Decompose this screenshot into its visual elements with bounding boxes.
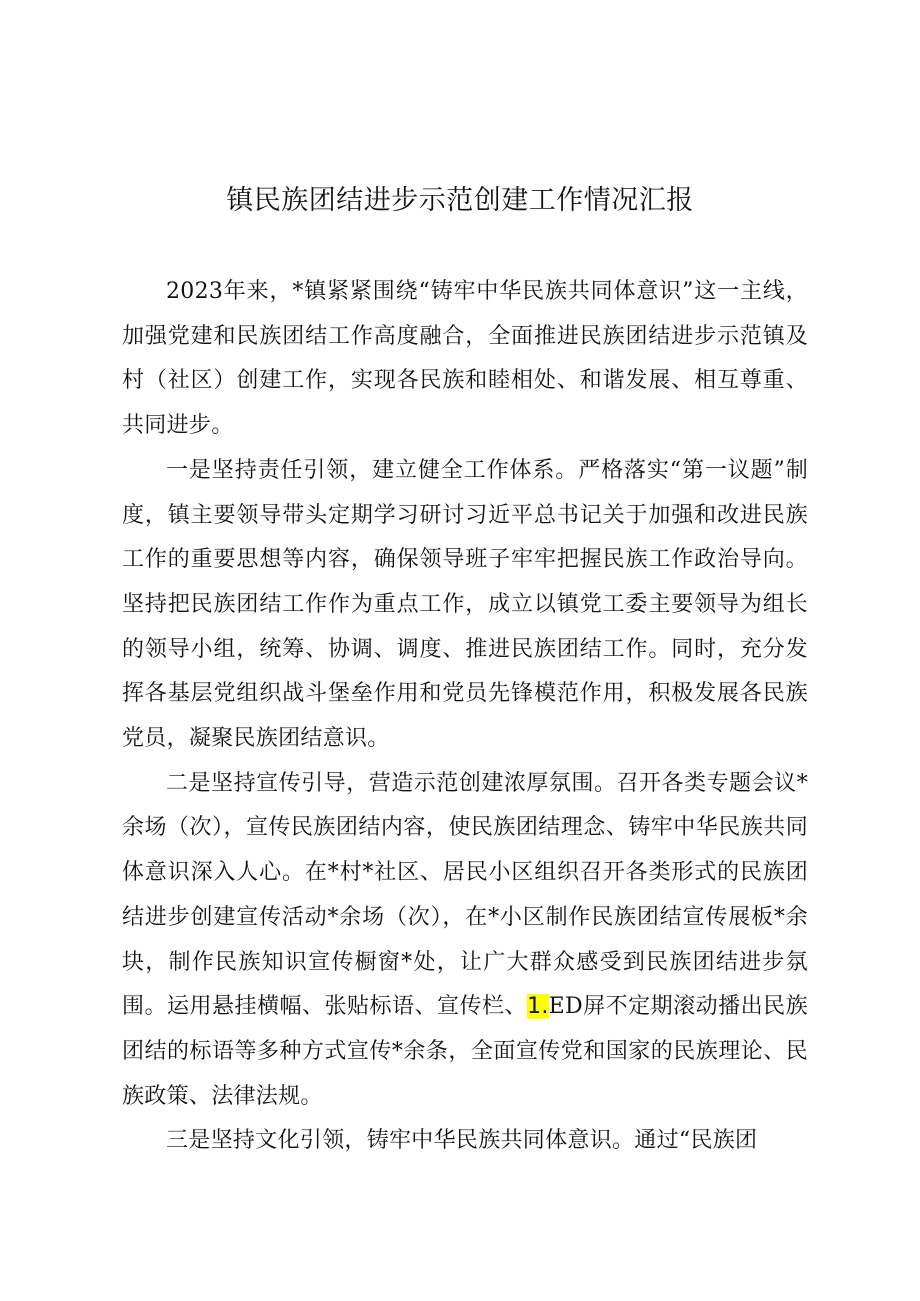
paragraph-publicity-text-before: 二是坚持宣传引导，营造示范创建浓厚氛围。召开各类专题会议*余场（次），宣传民族团结内容，使民族团结理念、铸牢中华民族共同体意识深入人心。在*村*社区、居民小区组织召开各类形式的民族团结进步创建宣传活动*余场（次），在*小区制作民族团结宣传展板*余块，制作民族知识宣传橱窗*处，让广大群众感受到民族团结进步氛围。运用悬挂横幅、张贴标语、宣传栏、 (122, 770, 808, 1020)
paragraph-publicity-text-after: ED屏不定期滚动播出民族团结的标语等多种方式宣传*余条，全面宣传党和国家的民族理论、民族政策、法律法规。 (122, 994, 808, 1109)
paragraph-intro: 2023年来，*镇紧紧围绕“铸牢中华民族共同体意识”这一主线，加强党建和民族团结工作高度融合，全面推进民族团结进步示范镇及村（社区）创建工作，实现各民族和睦相处、和谐发展、相互尊重、共同进步。 (122, 279, 808, 439)
document-title: 镇民族团结进步示范创建工作情况汇报 (226, 185, 694, 216)
paragraph-publicity (122, 762, 808, 1120)
document-body (122, 270, 808, 1164)
highlighted-text: 1. (527, 994, 549, 1020)
paragraph-culture: 三是坚持文化引领，铸牢中华民族共同体意识。通过“民族团 (166, 1128, 758, 1154)
paragraph-responsibility: 一是坚持责任引领，建立健全工作体系。严格落实“第一议题”制度，镇主要领导带头定期学习研讨习近平总书记关于加强和改进民族工作的重要思想等内容，确保领导班子牢牢把握民族工作政治导向。坚持把民族团结工作作为重点工作，成立以镇党工委主要领导为组长的领导小组，统筹、协调、调度、推进民族团结工作。同时，充分发挥各基层党组织战斗堡垒作用和党员先锋模范作用，积极发展各民族党员，凝聚民族团结意识。 (122, 457, 808, 752)
